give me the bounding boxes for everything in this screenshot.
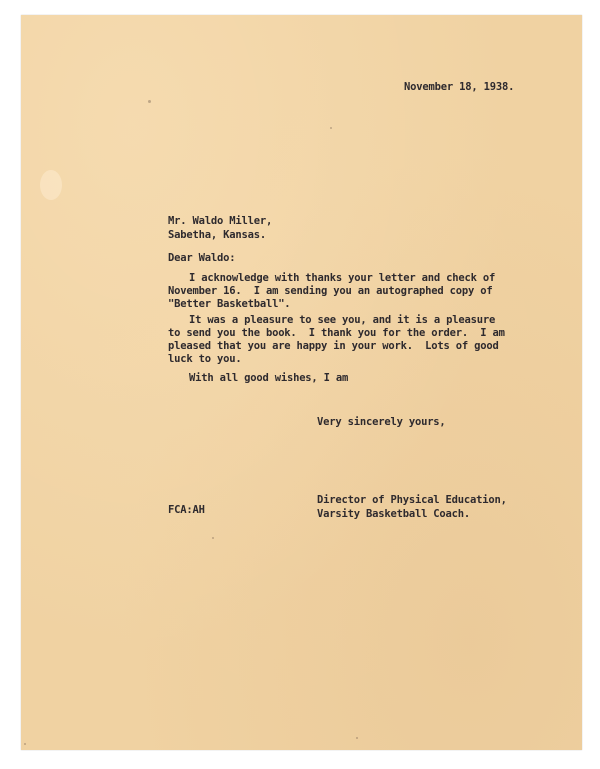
closing: Very sincerely yours, bbox=[317, 416, 446, 428]
paragraph1-line: "Better Basketball". bbox=[168, 298, 291, 310]
paragraph2-line: pleased that you are happy in your work. Lots of good bbox=[168, 340, 499, 352]
paper-speck bbox=[356, 737, 358, 739]
paper-speck bbox=[212, 537, 214, 539]
salutation: Dear Waldo: bbox=[168, 252, 236, 264]
paper-speck bbox=[24, 743, 26, 745]
paper-speck bbox=[148, 100, 151, 103]
paragraph1-line: November 16. I am sending you an autographed copy of bbox=[168, 285, 493, 297]
letter-date: November 18, 1938. bbox=[404, 81, 515, 93]
paper-speck bbox=[330, 127, 332, 129]
paragraph3: With all good wishes, I am bbox=[189, 372, 349, 384]
paragraph2-line: luck to you. bbox=[168, 353, 242, 365]
recipient-name: Mr. Waldo Miller, bbox=[168, 215, 273, 227]
recipient-place: Sabetha, Kansas. bbox=[168, 229, 266, 241]
signature-title-1: Director of Physical Education, bbox=[317, 494, 507, 506]
paragraph1-line: I acknowledge with thanks your letter and check of bbox=[189, 272, 496, 284]
paragraph2-line: to send you the book. I thank you for the order. I am bbox=[168, 327, 505, 339]
signature-title-2: Varsity Basketball Coach. bbox=[317, 508, 471, 520]
paragraph2-line: It was a pleasure to see you, and it is a pleasure bbox=[189, 314, 496, 326]
reference-initials: FCA:AH bbox=[168, 504, 205, 516]
paper-stain bbox=[40, 170, 62, 200]
